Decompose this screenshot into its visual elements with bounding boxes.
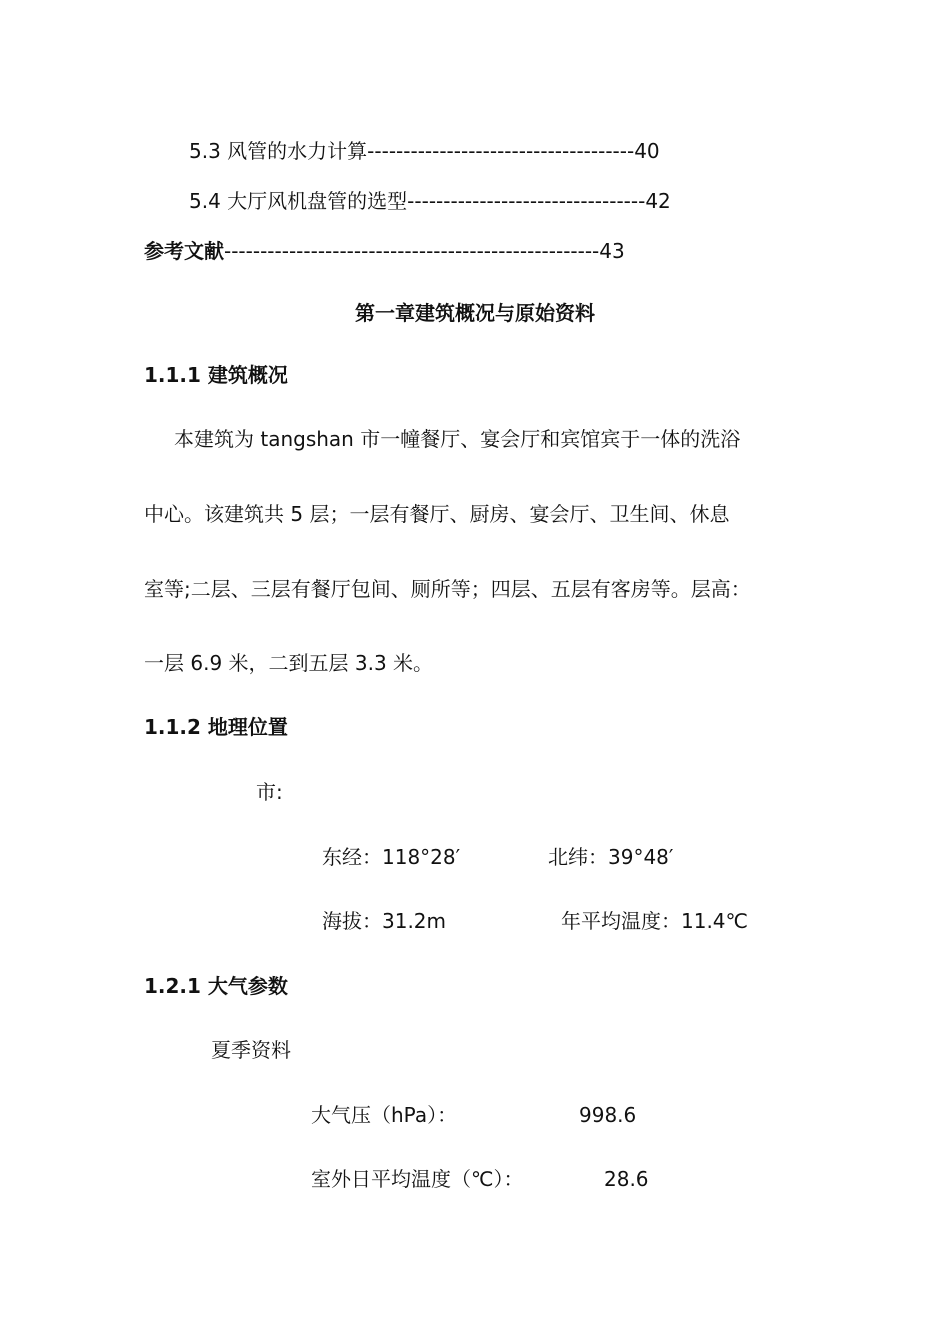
atmospheric-pressure-value: 998.6: [579, 1103, 637, 1127]
paragraph-line: 本建筑为 tangshan 市一幢餐厅、宴会厅和宾馆宾于一体的洗浴: [174, 427, 741, 451]
section-heading-1-1-2: 1.1.2 地理位置: [144, 715, 288, 739]
toc-item-label: 5.3 风管的水力计算: [189, 139, 368, 163]
atmospheric-pressure-label: 大气压（hPa）：: [311, 1103, 458, 1127]
paragraph-line: 室等;二层、三层有餐厅包间、厕所等；四层、五层有客房等。层高：: [144, 577, 751, 601]
toc-item-page: 43: [599, 239, 625, 263]
latitude: 北纬：39°48′: [548, 845, 674, 869]
outdoor-daily-average-temperature-value: 28.6: [604, 1167, 649, 1191]
toc-item-leader: ----------------------------------------------------: [224, 239, 600, 263]
longitude: 东经：118°28′: [322, 845, 461, 869]
section-heading-1-1-1: 1.1.1 建筑概况: [144, 363, 288, 387]
altitude: 海拔：31.2m: [322, 909, 447, 933]
chapter-title: 第一章建筑概况与原始资料: [355, 301, 595, 325]
toc-item-leader: -------------------------------------: [367, 139, 635, 163]
toc-item-page: 42: [645, 189, 671, 213]
toc-item-5-4[interactable]: [189, 188, 671, 214]
toc-item-page: 40: [634, 139, 660, 163]
outdoor-daily-average-temperature-label: 室外日平均温度（℃）：: [311, 1167, 524, 1191]
city-label: 市:: [256, 780, 283, 804]
paragraph-line: 中心。该建筑共 5 层；一层有餐厅、厨房、宴会厅、卫生间、休息: [144, 502, 730, 526]
toc-item-label: 参考文献: [144, 239, 224, 263]
paragraph-line: 一层 6.9 米，二到五层 3.3 米。: [144, 651, 434, 675]
summer-data-label: 夏季资料: [211, 1038, 291, 1062]
annual-average-temperature: 年平均温度：11.4℃: [561, 909, 748, 933]
toc-item-references[interactable]: [144, 238, 625, 264]
section-heading-1-2-1: 1.2.1 大气参数: [144, 974, 288, 998]
toc-item-leader: ---------------------------------: [407, 189, 646, 213]
toc-item-label: 5.4 大厅风机盘管的选型: [189, 189, 408, 213]
toc-item-5-3[interactable]: [189, 138, 660, 164]
